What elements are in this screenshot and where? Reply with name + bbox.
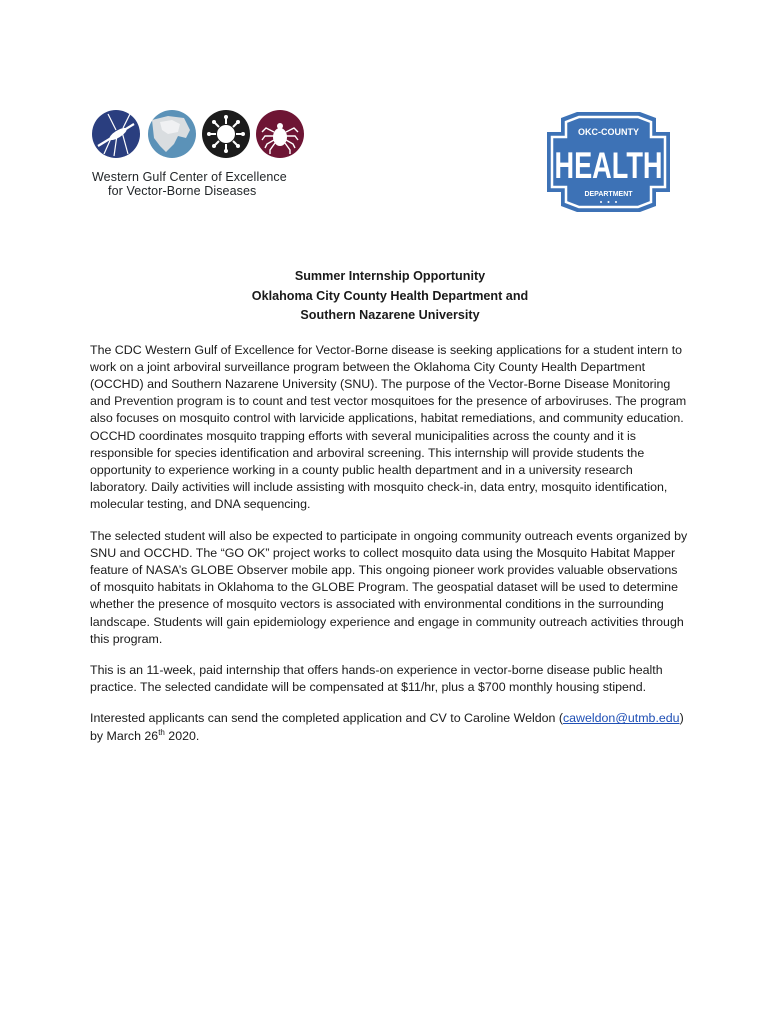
email-link[interactable]: caweldon@utmb.edu [562,711,680,726]
okc-logo-main-text: HEALTH [554,145,663,186]
title-line-3: Southern Nazarene University [300,308,480,322]
paragraph-description: The CDC Western Gulf of Excellence for Vector-Borne disease is seeking applications for a student intern to work on a joint arboviral surveillance program between the Oklahoma City County Health Department (OCCHD) and Southern Nazarene University (SNU). The purpose of the Vector-Borne Disease Monitoring and Prevention program is to count and test vector mosquitoes for the presence of arboviruses. The program also focuses on mosquito control with larvicide applications, habitat remediations, and community education. OCCHD coordinates mosquito trapping efforts with several municipalities across the county and it is responsible for species identification and arboviral screening. This internship will provide students the opportunity to experience working in a county public health department and in a university research laboratory. Daily activities will include assisting with mosquito check-in, data entry, mosquito identification, molecular testing, and DNA sequencing. [90,342,687,512]
okc-logo-bottom-text: DEPARTMENT [584,191,633,198]
document-body [90,267,690,759]
application-text-deadline: ) by March 26 [90,711,684,743]
paragraph-application [90,710,690,744]
title-line-1: Summer Internship Opportunity [294,269,486,283]
document-title [90,267,690,326]
okc-logo-top-text: OKC-COUNTY [578,127,639,137]
western-gulf-logo [88,108,308,202]
mosquito-icon [92,110,140,158]
paragraph-compensation: This is an 11-week, paid internship that offers hands-on experience in vector-borne disease public health practice. The selected candidate will be compensated at $11/hr, plus a $700 monthly housing stipend. [90,662,663,695]
title-line-2: Oklahoma City County Health Department and [251,288,529,303]
okc-health-logo [537,108,680,216]
wg-logo-line2: for Vector-Borne Diseases [108,184,257,198]
application-text-start: Interested applicants can send the completed application and CV to Caroline Weldon ( [90,711,563,726]
date-suffix: th [158,727,165,737]
tick-icon [256,110,304,158]
paragraph-outreach: The selected student will also be expected to participate in ongoing community outreach events organized by SNU and OCCHD. The “GO OK” project works to collect mosquito data using the Mosquito Habitat Mapper feature of NASA’s GLOBE Observer mobile app. This ongoing pioneer work provides valuable observations of mosquito habitats in Oklahoma to the GLOBE Program. The geospatial dataset will be used to determine whether the presence of mosquito vectors is associated with environmental conditions in the surrounding landscape. Students will gain epidemiology experience and engage in community outreach activities through this program. [90,528,688,646]
application-text-end: 2020. [164,728,200,743]
western-gulf-icons [90,108,306,164]
wg-logo-line1: Western Gulf Center of Excellence [92,170,287,184]
virus-icon [202,110,250,158]
gulf-map-icon [148,110,196,158]
